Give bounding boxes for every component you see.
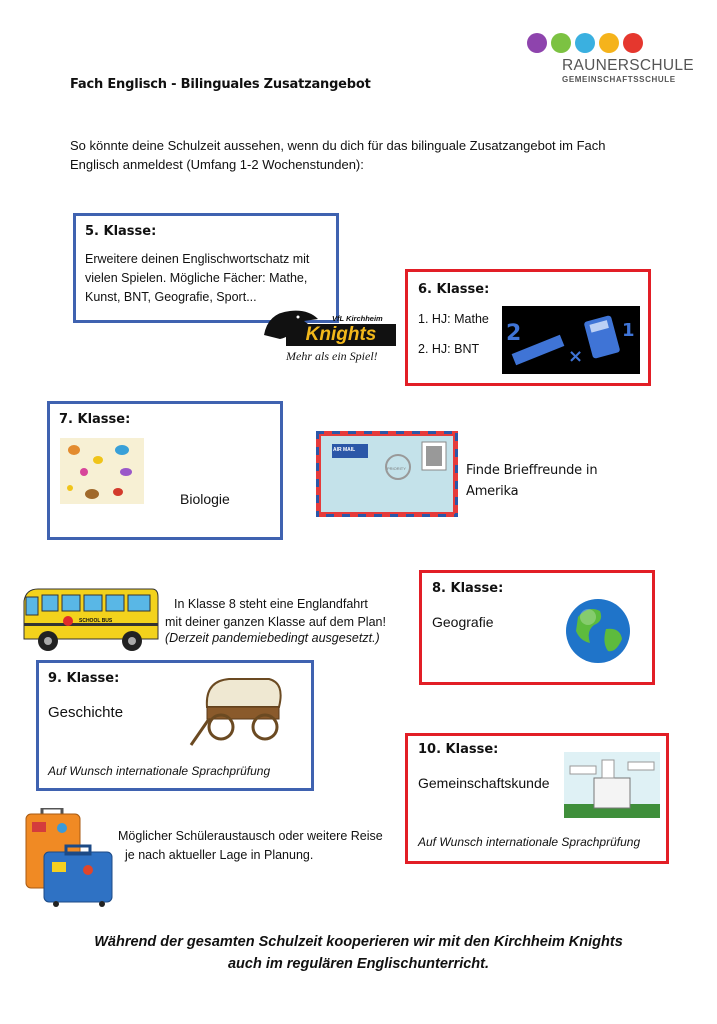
footer-line-1: Während der gesamten Schulzeit kooperieren wir mit den Kirchheim Knights (94, 934, 623, 950)
logo-dot (527, 33, 547, 53)
grade-7-label: 7. Klasse: (59, 412, 131, 427)
math-tools-icon (502, 306, 640, 374)
ballot-box-icon (564, 752, 660, 818)
math-glyph: × (568, 346, 584, 367)
bus-hub (128, 637, 136, 645)
wagon-cover (207, 679, 281, 707)
sticker (57, 823, 67, 833)
bus-window (42, 595, 58, 611)
grade-6-box (405, 269, 651, 386)
grade-9-label: 9. Klasse: (48, 671, 120, 686)
insects-icon (60, 438, 144, 504)
postmark-text: PRIORITY (387, 466, 406, 471)
page-title: Fach Englisch - Bilinguales Zusatzangebot (70, 77, 371, 92)
envelope-icon (316, 431, 458, 517)
grade-5-label: 5. Klasse: (85, 224, 157, 239)
globe-ocean (566, 599, 630, 663)
grade-6-hj1: 1. HJ: Mathe (418, 312, 489, 326)
bus-hub (44, 637, 52, 645)
grade-10-label: 10. Klasse: (418, 742, 499, 757)
ballot-arm (570, 766, 596, 774)
wagon-box (207, 707, 279, 719)
grade-9-subject: Geschichte (48, 704, 124, 721)
logo-dot (599, 33, 619, 53)
bus-stop-sign (63, 616, 73, 626)
math-glyph: 1 (622, 320, 635, 341)
grade-7-box (47, 401, 283, 540)
suitcase-blue (44, 852, 112, 902)
sticker (32, 822, 46, 832)
knights-slogan: Mehr als ein Spiel! (286, 349, 378, 363)
logo-dot (575, 33, 595, 53)
bus-window (62, 595, 80, 611)
ladybug (113, 488, 123, 496)
wagon-pole (191, 719, 209, 745)
suitcase-wheel (99, 901, 105, 907)
covered-wagon-icon (189, 669, 289, 749)
math-glyph: 2 (506, 321, 522, 346)
suitcase-wheel (53, 901, 59, 907)
flower (67, 485, 73, 491)
grade-8-label: 8. Klasse: (432, 581, 504, 596)
grade-5-text: Erweitere deinen Englischwortschatz mit vielen Spielen. Mögliche Fächer: Mathe, Kunst, BNT, Geografie, Sport... (85, 252, 310, 304)
grade-9-note: Auf Wunsch internationale Sprachprüfung (48, 764, 271, 778)
ballot-paper (602, 760, 614, 778)
grade-8-subject: Geografie (432, 614, 494, 630)
bus-window (128, 595, 150, 611)
ballot-box (594, 778, 630, 808)
bus-window (106, 595, 124, 611)
snail (85, 489, 99, 499)
exchange-line-1: Möglicher Schüleraustausch oder weitere Reise (118, 829, 383, 843)
grade-6-label: 6. Klasse: (418, 282, 490, 297)
butterfly (120, 468, 132, 476)
grade-10-subject: Gemeinschaftskunde (418, 775, 550, 791)
globe-icon (564, 597, 632, 665)
bus-sign-text: SCHOOL BUS (79, 618, 113, 624)
suitcases-icon (22, 808, 114, 908)
airmail-tag-text: AIR MAIL (333, 447, 356, 453)
ballot-arm (628, 762, 654, 770)
logo-dot (623, 33, 643, 53)
logo-subtitle: GEMEINSCHAFTSSCHULE (562, 75, 676, 84)
globe-shine (580, 609, 596, 625)
flower (80, 468, 88, 476)
butterfly (115, 445, 129, 455)
grade-9-box (36, 660, 314, 791)
sticker (83, 865, 93, 875)
school-logo (524, 32, 694, 88)
footer-line-2: auch im regulären Englischunterricht. (227, 956, 490, 972)
intro-text: So könnte deine Schulzeit aussehen, wenn du dich für das bilinguale Zusatzangebot im Fach Englisch anmeldest (Umfang 1-2 Wochenstunden): (70, 138, 606, 172)
knights-name: Knights (286, 324, 396, 346)
bus-window (84, 595, 102, 611)
knight-eye (297, 316, 300, 319)
grade-8-box (419, 570, 655, 685)
butterfly (68, 445, 80, 455)
bus-line-3: (Derzeit pandemiebedingt ausgesetzt.) (165, 631, 380, 645)
logo-dots-icon (526, 32, 648, 54)
sticker (52, 862, 66, 872)
bus-windshield (26, 597, 38, 615)
grade-10-box (405, 733, 669, 864)
grade-7-subject: Biologie (180, 491, 230, 507)
knights-logo (258, 305, 400, 371)
envelope-stamp-image (426, 446, 442, 466)
bus-line-1: In Klasse 8 steht eine Englandfahrt (174, 597, 368, 611)
logo-name: RAUNERSCHULE (562, 57, 694, 74)
bee (93, 456, 103, 464)
bus-line-2: mit deiner ganzen Klasse auf dem Plan! (165, 615, 386, 629)
logo-dot (551, 33, 571, 53)
knights-top-text: VfL Kirchheim (332, 314, 383, 323)
grade-6-hj2: 2. HJ: BNT (418, 342, 480, 356)
pen-pal-text: Finde Brieffreunde in Amerika (466, 463, 598, 499)
grade-10-note: Auf Wunsch internationale Sprachprüfung (418, 835, 641, 849)
exchange-line-2: je nach aktueller Lage in Planung. (125, 848, 314, 862)
